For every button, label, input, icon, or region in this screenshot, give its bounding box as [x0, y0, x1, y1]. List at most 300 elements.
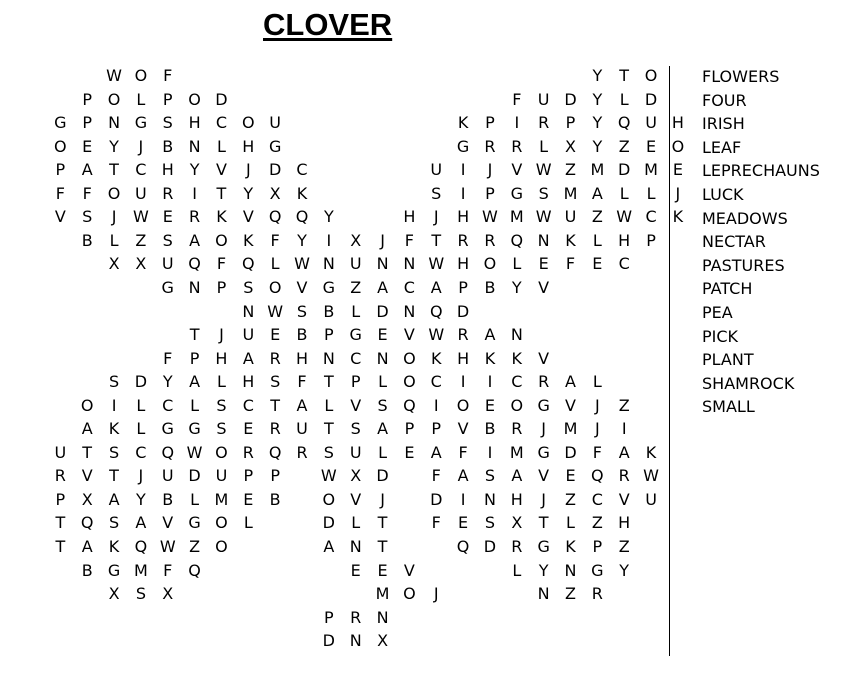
grid-letter[interactable]: F [55, 183, 65, 203]
grid-letter[interactable]: N [322, 254, 335, 274]
grid-letter[interactable]: N [510, 325, 523, 345]
grid-letter[interactable]: P [55, 160, 66, 180]
grid-letter[interactable]: S [484, 513, 496, 533]
grid-letter[interactable]: E [377, 560, 388, 580]
grid-letter[interactable]: I [487, 442, 493, 462]
grid-letter[interactable]: P [592, 537, 603, 556]
grid-letter[interactable]: G [349, 325, 362, 345]
grid-letter[interactable]: P [243, 466, 254, 486]
grid-letter[interactable]: V [403, 325, 415, 345]
grid-letter[interactable]: I [111, 395, 117, 415]
grid-letter[interactable]: K [216, 207, 227, 227]
grid-letter[interactable]: A [323, 537, 335, 556]
grid-letter[interactable]: F [512, 89, 522, 109]
grid-letter[interactable]: J [675, 183, 681, 203]
grid-letter[interactable]: N [188, 277, 201, 297]
grid-letter[interactable]: D [376, 301, 389, 321]
grid-letter[interactable]: S [135, 584, 146, 604]
grid-letter[interactable]: P [350, 372, 361, 392]
grid-letter[interactable]: D [618, 160, 631, 180]
grid-letter[interactable]: Q [80, 513, 94, 533]
grid-letter[interactable]: M [644, 160, 658, 180]
grid-letter[interactable]: T [270, 395, 281, 415]
grid-letter[interactable]: S [484, 466, 496, 486]
grid-letter[interactable]: D [564, 442, 577, 462]
grid-letter[interactable]: O [215, 513, 228, 533]
grid-letter[interactable]: S [243, 277, 254, 297]
grid-letter[interactable]: J [138, 136, 144, 156]
grid-letter[interactable]: F [163, 560, 173, 580]
grid-letter[interactable]: G [134, 113, 148, 133]
grid-letter[interactable]: J [594, 395, 600, 415]
grid-letter[interactable]: S [82, 207, 93, 227]
grid-letter[interactable]: E [458, 513, 469, 533]
grid-letter[interactable]: M [509, 442, 524, 462]
grid-letter[interactable]: P [431, 419, 442, 439]
grid-letter[interactable]: W [159, 537, 176, 556]
grid-letter[interactable]: O [134, 66, 148, 85]
grid-letter[interactable]: J [433, 584, 439, 604]
grid-letter[interactable]: L [136, 89, 146, 109]
grid-letter[interactable]: L [378, 372, 387, 392]
grid-letter[interactable]: B [323, 301, 335, 321]
grid-letter[interactable]: P [82, 89, 93, 109]
grid-letter[interactable]: E [672, 160, 683, 180]
grid-letter[interactable]: U [645, 489, 657, 509]
grid-letter[interactable]: E [162, 207, 173, 227]
grid-letter[interactable]: G [456, 136, 470, 156]
grid-letter[interactable]: K [645, 442, 657, 462]
grid-letter[interactable]: W [616, 207, 633, 227]
grid-letter[interactable]: L [243, 513, 253, 533]
grid-letter[interactable]: S [350, 419, 361, 439]
grid-letter[interactable]: W [535, 207, 552, 227]
grid-letter[interactable]: S [108, 372, 120, 392]
grid-letter[interactable]: N [483, 489, 496, 509]
grid-letter[interactable]: T [109, 160, 119, 180]
grid-letter[interactable]: O [510, 395, 524, 415]
grid-letter[interactable]: Z [591, 207, 603, 227]
grid-letter[interactable]: B [81, 560, 93, 580]
grid-letter[interactable]: L [512, 254, 522, 274]
grid-letter[interactable]: I [487, 372, 493, 392]
grid-letter[interactable]: T [323, 372, 334, 392]
grid-letter[interactable]: R [618, 466, 630, 486]
grid-letter[interactable]: N [322, 348, 335, 368]
grid-letter[interactable]: G [107, 560, 121, 580]
grid-letter[interactable]: V [350, 489, 362, 509]
grid-letter[interactable]: O [54, 136, 67, 156]
grid-letter[interactable]: R [511, 537, 523, 556]
grid-letter[interactable]: T [538, 513, 549, 533]
grid-letter[interactable]: Y [297, 230, 307, 250]
grid-letter[interactable]: D [322, 513, 335, 533]
grid-letter[interactable]: J [380, 230, 385, 250]
grid-letter[interactable]: Q [188, 254, 201, 274]
grid-letter[interactable]: J [487, 160, 493, 180]
grid-letter[interactable]: L [136, 395, 146, 415]
grid-letter[interactable]: S [323, 442, 334, 462]
grid-letter[interactable]: P [82, 113, 93, 133]
grid-letter[interactable]: S [108, 442, 120, 462]
grid-letter[interactable]: W [320, 466, 337, 486]
grid-letter[interactable]: P [646, 230, 656, 250]
grid-letter[interactable]: H [671, 113, 684, 133]
grid-letter[interactable]: E [350, 560, 361, 580]
grid-letter[interactable]: C [511, 372, 523, 392]
grid-letter[interactable]: H [618, 513, 631, 533]
grid-letter[interactable]: F [592, 442, 602, 462]
grid-letter[interactable]: K [484, 348, 496, 368]
grid-letter[interactable]: I [326, 230, 332, 250]
grid-letter[interactable]: E [592, 254, 603, 274]
grid-letter[interactable]: O [403, 348, 416, 368]
grid-letter[interactable]: X [377, 631, 389, 651]
grid-letter[interactable]: P [404, 419, 415, 439]
grid-letter[interactable]: Q [161, 442, 175, 462]
grid-letter[interactable]: Q [403, 395, 416, 415]
grid-letter[interactable]: L [190, 489, 200, 509]
grid-letter[interactable]: D [564, 89, 577, 109]
grid-letter[interactable]: L [539, 136, 549, 156]
grid-letter[interactable]: S [538, 183, 549, 203]
grid-letter[interactable]: F [82, 183, 92, 203]
grid-letter[interactable]: U [537, 89, 550, 109]
grid-letter[interactable]: Z [565, 489, 576, 509]
grid-letter[interactable]: O [322, 489, 336, 509]
grid-letter[interactable]: E [270, 325, 281, 345]
grid-letter[interactable]: B [162, 136, 174, 156]
grid-letter[interactable]: W [643, 466, 659, 486]
grid-letter[interactable]: S [377, 395, 388, 415]
grid-letter[interactable]: C [162, 395, 174, 415]
grid-letter[interactable]: N [537, 230, 550, 250]
grid-letter[interactable]: C [591, 489, 603, 509]
grid-letter[interactable]: T [377, 537, 388, 556]
grid-letter[interactable]: X [269, 183, 281, 203]
grid-letter[interactable]: Y [538, 560, 549, 580]
grid-letter[interactable]: A [135, 513, 147, 533]
grid-letter[interactable]: L [378, 442, 387, 462]
grid-letter[interactable]: S [216, 395, 227, 415]
grid-letter[interactable]: V [162, 513, 174, 533]
grid-letter[interactable]: P [162, 89, 173, 109]
grid-letter[interactable]: W [132, 207, 149, 227]
grid-letter[interactable]: V [538, 348, 550, 368]
grid-letter[interactable]: L [619, 89, 629, 109]
grid-letter[interactable]: M [563, 183, 578, 203]
grid-letter[interactable]: X [108, 584, 120, 604]
grid-letter[interactable]: X [511, 513, 523, 533]
grid-letter[interactable]: T [82, 442, 93, 462]
grid-letter[interactable]: T [55, 537, 66, 556]
grid-letter[interactable]: F [163, 66, 173, 85]
grid-letter[interactable]: T [619, 66, 630, 85]
grid-letter[interactable]: J [245, 160, 251, 180]
grid-letter[interactable]: R [511, 136, 523, 156]
grid-letter[interactable]: X [162, 584, 174, 604]
grid-letter[interactable]: A [81, 537, 93, 556]
grid-letter[interactable]: Z [350, 277, 362, 297]
grid-letter[interactable]: A [189, 372, 201, 392]
grid-letter[interactable]: O [268, 277, 282, 297]
grid-letter[interactable]: O [215, 537, 228, 556]
grid-letter[interactable]: D [456, 301, 470, 321]
grid-letter[interactable]: T [323, 419, 334, 439]
grid-letter[interactable]: H [457, 348, 470, 368]
grid-letter[interactable]: R [269, 348, 281, 368]
grid-letter[interactable]: V [215, 160, 227, 180]
grid-letter[interactable]: O [107, 183, 121, 203]
grid-letter[interactable]: A [430, 442, 442, 462]
grid-letter[interactable]: L [566, 513, 575, 533]
grid-letter[interactable]: V [403, 560, 415, 580]
grid-letter[interactable]: G [268, 136, 282, 156]
grid-letter[interactable]: T [431, 230, 442, 250]
grid-letter[interactable]: D [268, 160, 282, 180]
grid-letter[interactable]: L [270, 254, 280, 274]
grid-letter[interactable]: A [565, 372, 576, 392]
grid-letter[interactable]: M [509, 207, 524, 227]
grid-letter[interactable]: C [135, 442, 147, 462]
grid-letter[interactable]: G [161, 277, 174, 297]
grid-letter[interactable]: Y [619, 560, 630, 580]
grid-letter[interactable]: G [188, 513, 201, 533]
grid-letter[interactable]: G [54, 113, 67, 133]
grid-letter[interactable]: P [324, 607, 334, 627]
grid-letter[interactable]: U [296, 419, 308, 439]
grid-letter[interactable]: B [484, 419, 496, 439]
grid-letter[interactable]: N [403, 301, 416, 321]
grid-letter[interactable]: T [109, 466, 119, 486]
grid-letter[interactable]: W [294, 254, 310, 274]
grid-letter[interactable]: N [403, 254, 416, 274]
grid-letter[interactable]: Q [456, 537, 470, 556]
grid-letter[interactable]: B [296, 325, 308, 345]
grid-letter[interactable]: N [564, 560, 577, 580]
grid-letter[interactable]: F [216, 254, 227, 274]
grid-letter[interactable]: V [457, 419, 469, 439]
grid-letter[interactable]: A [377, 277, 389, 297]
grid-letter[interactable]: P [55, 489, 66, 509]
grid-letter[interactable]: J [219, 325, 224, 345]
grid-letter[interactable]: E [404, 442, 415, 462]
grid-letter[interactable]: Z [618, 136, 630, 156]
grid-letter[interactable]: X [350, 230, 362, 250]
grid-letter[interactable]: W [482, 207, 498, 227]
grid-letter[interactable]: V [81, 466, 93, 486]
grid-letter[interactable]: A [296, 395, 308, 415]
grid-letter[interactable]: V [565, 395, 576, 415]
grid-letter[interactable]: O [403, 372, 416, 392]
grid-letter[interactable]: J [111, 207, 117, 227]
grid-letter[interactable]: K [296, 183, 308, 203]
grid-letter[interactable]: H [510, 489, 523, 509]
grid-letter[interactable]: G [591, 560, 604, 580]
grid-letter[interactable]: K [565, 230, 576, 250]
grid-letter[interactable]: C [350, 348, 362, 368]
grid-letter[interactable]: Q [510, 230, 524, 250]
grid-letter[interactable]: H [215, 348, 228, 368]
grid-letter[interactable]: A [81, 419, 93, 439]
grid-letter[interactable]: Y [136, 489, 146, 509]
grid-letter[interactable]: H [457, 254, 470, 274]
grid-letter[interactable]: V [242, 207, 254, 227]
grid-letter[interactable]: G [537, 442, 550, 462]
grid-letter[interactable]: F [431, 513, 441, 533]
grid-letter[interactable]: R [350, 607, 362, 627]
grid-letter[interactable]: Q [268, 442, 282, 462]
grid-letter[interactable]: N [349, 631, 362, 651]
grid-letter[interactable]: U [645, 113, 657, 133]
grid-letter[interactable]: B [484, 277, 496, 297]
grid-letter[interactable]: Q [134, 537, 148, 556]
grid-letter[interactable]: P [565, 113, 576, 133]
grid-letter[interactable]: H [188, 113, 201, 133]
grid-letter[interactable]: Y [189, 160, 200, 180]
grid-letter[interactable]: D [134, 372, 148, 392]
grid-letter[interactable]: F [431, 466, 441, 486]
grid-letter[interactable]: P [485, 113, 495, 133]
grid-letter[interactable]: R [538, 372, 550, 392]
grid-letter[interactable]: C [296, 160, 308, 180]
grid-letter[interactable]: E [377, 325, 388, 345]
grid-letter[interactable]: G [188, 419, 201, 439]
grid-letter[interactable]: I [514, 113, 520, 133]
grid-letter[interactable]: Z [591, 513, 603, 533]
grid-letter[interactable]: W [267, 301, 284, 321]
grid-letter[interactable]: F [404, 230, 414, 250]
grid-letter[interactable]: X [565, 136, 576, 156]
grid-letter[interactable]: R [538, 113, 550, 133]
grid-letter[interactable]: R [457, 325, 469, 345]
grid-letter[interactable]: J [541, 489, 546, 509]
grid-letter[interactable]: L [646, 183, 656, 203]
grid-letter[interactable]: P [216, 277, 227, 297]
grid-letter[interactable]: A [430, 277, 442, 297]
grid-letter[interactable]: K [511, 348, 523, 368]
grid-letter[interactable]: A [189, 230, 201, 250]
grid-letter[interactable]: O [215, 442, 228, 462]
grid-letter[interactable]: U [54, 442, 67, 462]
grid-letter[interactable]: F [458, 442, 468, 462]
grid-letter[interactable]: I [621, 419, 627, 439]
grid-letter[interactable]: A [108, 489, 120, 509]
grid-letter[interactable]: X [81, 489, 93, 509]
grid-letter[interactable]: L [619, 183, 629, 203]
grid-letter[interactable]: W [428, 254, 445, 274]
grid-letter[interactable]: K [108, 537, 120, 556]
grid-letter[interactable]: V [618, 489, 630, 509]
grid-letter[interactable]: U [349, 442, 362, 462]
grid-letter[interactable]: Q [188, 560, 201, 580]
grid-letter[interactable]: C [215, 113, 228, 133]
grid-letter[interactable]: A [484, 325, 496, 345]
grid-letter[interactable]: Y [109, 136, 119, 156]
grid-letter[interactable]: K [108, 419, 120, 439]
grid-letter[interactable]: O [80, 395, 94, 415]
grid-letter[interactable]: U [135, 183, 147, 203]
grid-letter[interactable]: Z [189, 537, 201, 556]
grid-letter[interactable]: J [433, 207, 439, 227]
grid-letter[interactable]: Q [429, 301, 443, 321]
grid-letter[interactable]: L [592, 230, 602, 250]
grid-letter[interactable]: V [511, 160, 523, 180]
grid-letter[interactable]: D [430, 489, 443, 509]
grid-letter[interactable]: L [592, 372, 602, 392]
grid-letter[interactable]: S [162, 230, 173, 250]
grid-letter[interactable]: V [54, 207, 66, 227]
grid-letter[interactable]: O [456, 395, 470, 415]
grid-letter[interactable]: A [242, 348, 254, 368]
grid-letter[interactable]: Y [511, 277, 522, 297]
grid-letter[interactable]: T [216, 183, 227, 203]
grid-letter[interactable]: A [81, 160, 93, 180]
grid-letter[interactable]: C [618, 254, 630, 274]
grid-letter[interactable]: X [350, 466, 362, 486]
grid-letter[interactable]: L [351, 513, 361, 533]
grid-letter[interactable]: O [483, 254, 497, 274]
grid-letter[interactable]: V [350, 395, 362, 415]
grid-letter[interactable]: G [537, 537, 550, 556]
grid-letter[interactable]: B [269, 489, 281, 509]
grid-letter[interactable]: U [269, 113, 281, 133]
grid-letter[interactable]: R [484, 230, 496, 250]
grid-letter[interactable]: D [188, 466, 201, 486]
grid-letter[interactable]: Q [242, 254, 255, 274]
grid-letter[interactable]: G [510, 183, 523, 203]
grid-letter[interactable]: N [242, 301, 255, 321]
grid-letter[interactable]: H [242, 372, 255, 392]
grid-letter[interactable]: Y [592, 66, 603, 85]
grid-letter[interactable]: C [645, 207, 657, 227]
grid-letter[interactable]: Y [243, 183, 254, 203]
grid-letter[interactable]: H [457, 207, 470, 227]
grid-letter[interactable]: U [564, 207, 577, 227]
grid-letter[interactable]: P [324, 325, 334, 345]
grid-letter[interactable]: R [511, 419, 523, 439]
grid-letter[interactable]: Y [592, 89, 603, 109]
grid-letter[interactable]: L [136, 419, 146, 439]
grid-letter[interactable]: M [214, 489, 229, 509]
grid-letter[interactable]: M [133, 560, 148, 580]
grid-letter[interactable]: E [538, 254, 549, 274]
grid-letter[interactable]: Y [162, 372, 173, 392]
grid-letter[interactable]: N [376, 607, 389, 627]
grid-letter[interactable]: D [322, 631, 335, 651]
grid-letter[interactable]: I [192, 183, 197, 203]
grid-letter[interactable]: M [375, 584, 390, 604]
grid-letter[interactable]: M [563, 419, 578, 439]
grid-letter[interactable]: R [189, 207, 201, 227]
grid-letter[interactable]: B [162, 489, 174, 509]
grid-letter[interactable]: R [484, 136, 496, 156]
grid-letter[interactable]: E [243, 419, 254, 439]
grid-letter[interactable]: K [431, 348, 442, 368]
grid-letter[interactable]: N [349, 537, 362, 556]
grid-letter[interactable]: E [645, 136, 657, 156]
grid-letter[interactable]: E [484, 395, 495, 415]
grid-letter[interactable]: S [108, 513, 120, 533]
grid-letter[interactable]: W [186, 442, 203, 462]
grid-letter[interactable]: I [460, 183, 466, 203]
grid-letter[interactable]: K [672, 207, 684, 227]
grid-letter[interactable]: C [430, 372, 442, 392]
grid-letter[interactable]: O [188, 89, 201, 109]
grid-letter[interactable]: D [215, 89, 228, 109]
grid-letter[interactable]: O [644, 66, 658, 85]
grid-letter[interactable]: Z [618, 537, 630, 556]
